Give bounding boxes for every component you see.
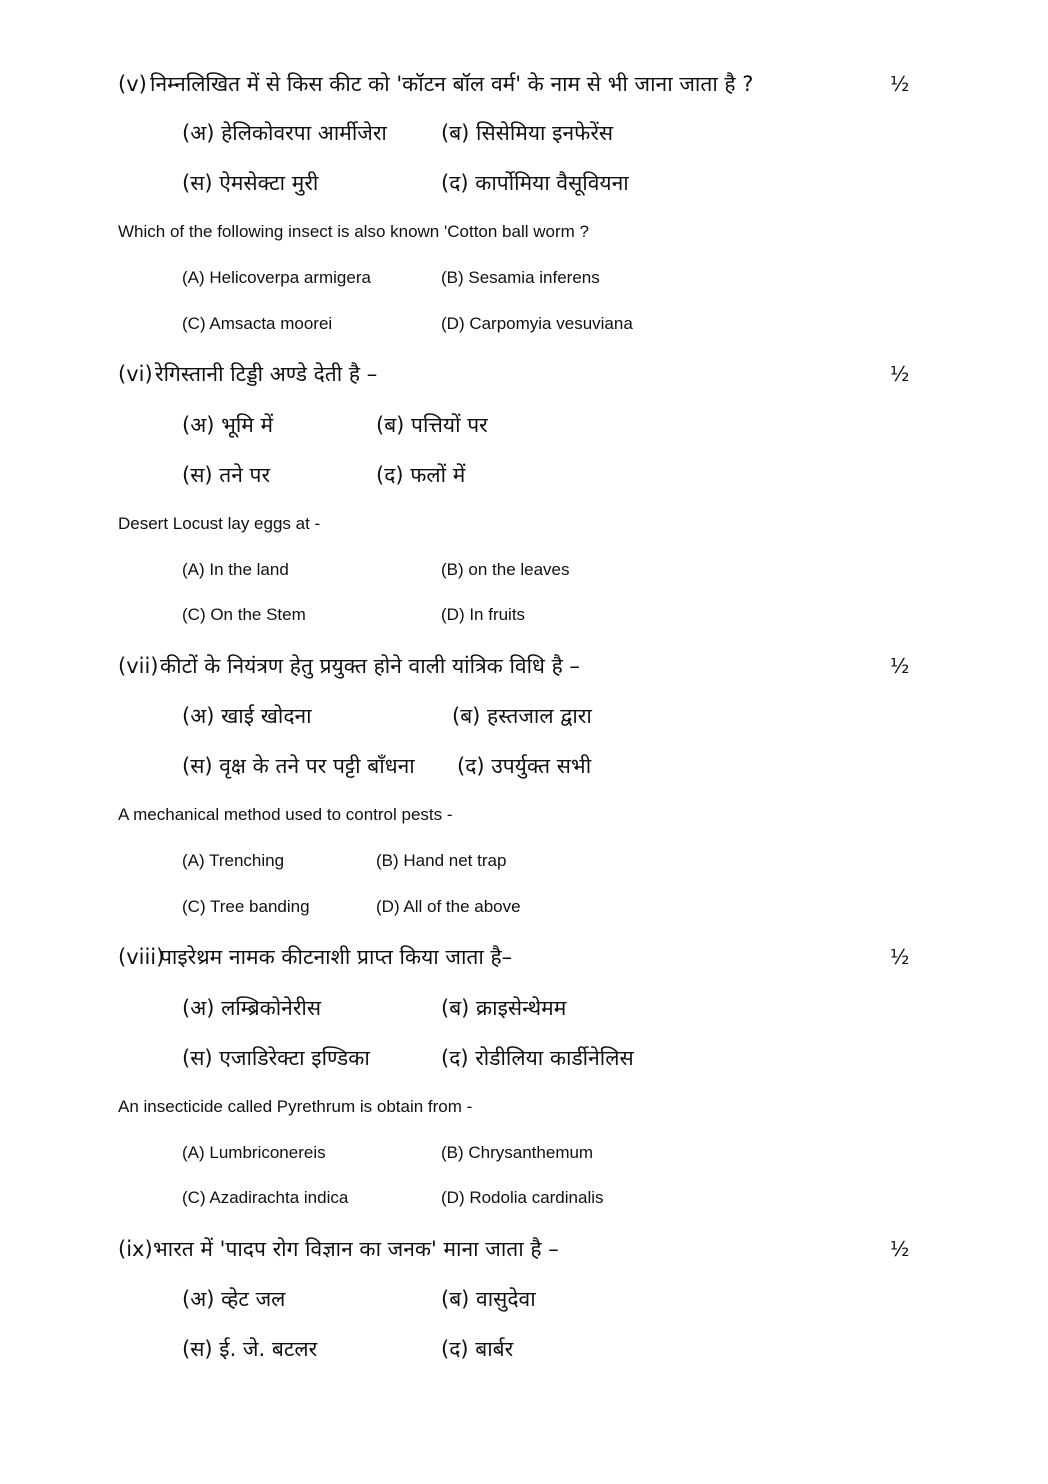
question-vi-english-option-c: (C) On the Stem xyxy=(182,605,306,624)
question-v-marks: ½ xyxy=(890,72,910,96)
question-vi-english-option-b: (B) on the leaves xyxy=(441,560,570,579)
question-v-english-option-d: (D) Carpomyia vesuviana xyxy=(441,314,633,333)
question-vi-hindi-text: रेगिस्तानी टिड्डी अण्डे देती है – xyxy=(155,362,378,386)
question-v-english-option-a: (A) Helicoverpa armigera xyxy=(182,268,371,287)
question-viii-hindi-option-c: (स) एजाडिरेक्टा इण्डिका xyxy=(182,1046,370,1070)
question-viii-english-option-c: (C) Azadirachta indica xyxy=(182,1188,349,1207)
question-viii-hindi-option-d: (द) रोडीलिया कार्डीनेलिस xyxy=(441,1046,634,1070)
question-vi-marks: ½ xyxy=(890,362,910,386)
question-viii-english-text: An insecticide called Pyrethrum is obtain from - xyxy=(118,1097,473,1116)
question-v-number: (v) xyxy=(118,72,147,96)
question-ix-hindi-text: भारत में 'पादप रोग विज्ञान का जनक' माना जाता है – xyxy=(153,1237,559,1261)
question-vi-hindi-option-d: (द) फलों में xyxy=(376,463,466,487)
question-v-english-text: Which of the following insect is also known 'Cotton ball worm ? xyxy=(118,222,589,241)
question-vii-english-text: A mechanical method used to control pests - xyxy=(118,805,453,824)
question-ix-hindi-option-a: (अ) व्हेट जल xyxy=(182,1287,286,1311)
question-vi-number: (vi) xyxy=(118,362,153,386)
question-vi-english-text: Desert Locust lay eggs at - xyxy=(118,514,321,533)
question-vi-hindi-option-c: (स) तने पर xyxy=(182,463,271,487)
question-vi-hindi-option-a: (अ) भूमि में xyxy=(182,413,274,437)
question-vii-english-option-a: (A) Trenching xyxy=(182,851,285,870)
question-vii-english-option-d: (D) All of the above xyxy=(376,897,521,916)
question-vii-english-option-c: (C) Tree banding xyxy=(182,897,310,916)
question-ix-number: (ix) xyxy=(118,1237,153,1261)
question-viii-number: (viii) xyxy=(118,945,165,969)
question-vi-english-option-a: (A) In the land xyxy=(182,560,289,579)
question-vii-hindi-text: कीटों के नियंत्रण हेतु प्रयुक्त होने वाली यांत्रिक विधि है – xyxy=(160,654,580,678)
question-v-english-option-b: (B) Sesamia inferens xyxy=(441,268,600,287)
question-vii-english-option-b: (B) Hand net trap xyxy=(376,851,507,870)
question-viii-hindi-option-a: (अ) लम्ब्रिकोनेरीस xyxy=(182,996,322,1020)
question-viii-english-option-d: (D) Rodolia cardinalis xyxy=(441,1188,604,1207)
question-v-hindi-option-b: (ब) सिसेमिया इनफेरेंस xyxy=(441,121,614,145)
question-v-english-option-c: (C) Amsacta moorei xyxy=(182,314,333,333)
question-ix-hindi-option-d: (द) बार्बर xyxy=(441,1337,514,1361)
question-ix-hindi-option-c: (स) ई. जे. बटलर xyxy=(182,1337,318,1361)
question-viii-english-option-b: (B) Chrysanthemum xyxy=(441,1143,594,1162)
question-viii-hindi-text: पाइरेथ्रम नामक कीटनाशी प्राप्त किया जाता है– xyxy=(160,945,513,969)
question-v-hindi-option-c: (स) ऐमसेक्टा मुरी xyxy=(182,171,319,195)
question-v-hindi-option-d: (द) कार्पोमिया वैसूवियना xyxy=(441,171,629,195)
question-vii-hindi-option-d: (द) उपर्युक्त सभी xyxy=(457,754,592,778)
question-vi-hindi-option-b: (ब) पत्तियों पर xyxy=(376,413,488,437)
question-v-hindi-option-a: (अ) हेलिकोवरपा आर्मीजेरा xyxy=(182,121,387,145)
question-viii-marks: ½ xyxy=(890,945,910,969)
question-viii-english-option-a: (A) Lumbriconereis xyxy=(182,1143,326,1162)
question-vii-hindi-option-c: (स) वृक्ष के तने पर पट्टी बाँधना xyxy=(182,754,415,778)
question-viii-hindi-option-b: (ब) क्राइसेन्थेमम xyxy=(441,996,567,1020)
question-ix-hindi-option-b: (ब) वासुदेवा xyxy=(441,1287,536,1311)
question-v-hindi-text: निम्नलिखित में से किस कीट को 'कॉटन बॉल वर्म' के नाम से भी जाना जाता है ? xyxy=(150,72,754,96)
question-vii-number: (vii) xyxy=(118,654,159,678)
question-vii-hindi-option-b: (ब) हस्तजाल द्वारा xyxy=(452,704,592,728)
question-ix-marks: ½ xyxy=(890,1237,910,1261)
question-vii-hindi-option-a: (अ) खाई खोदना xyxy=(182,704,312,728)
question-vii-marks: ½ xyxy=(890,654,910,678)
question-vi-english-option-d: (D) In fruits xyxy=(441,605,526,624)
